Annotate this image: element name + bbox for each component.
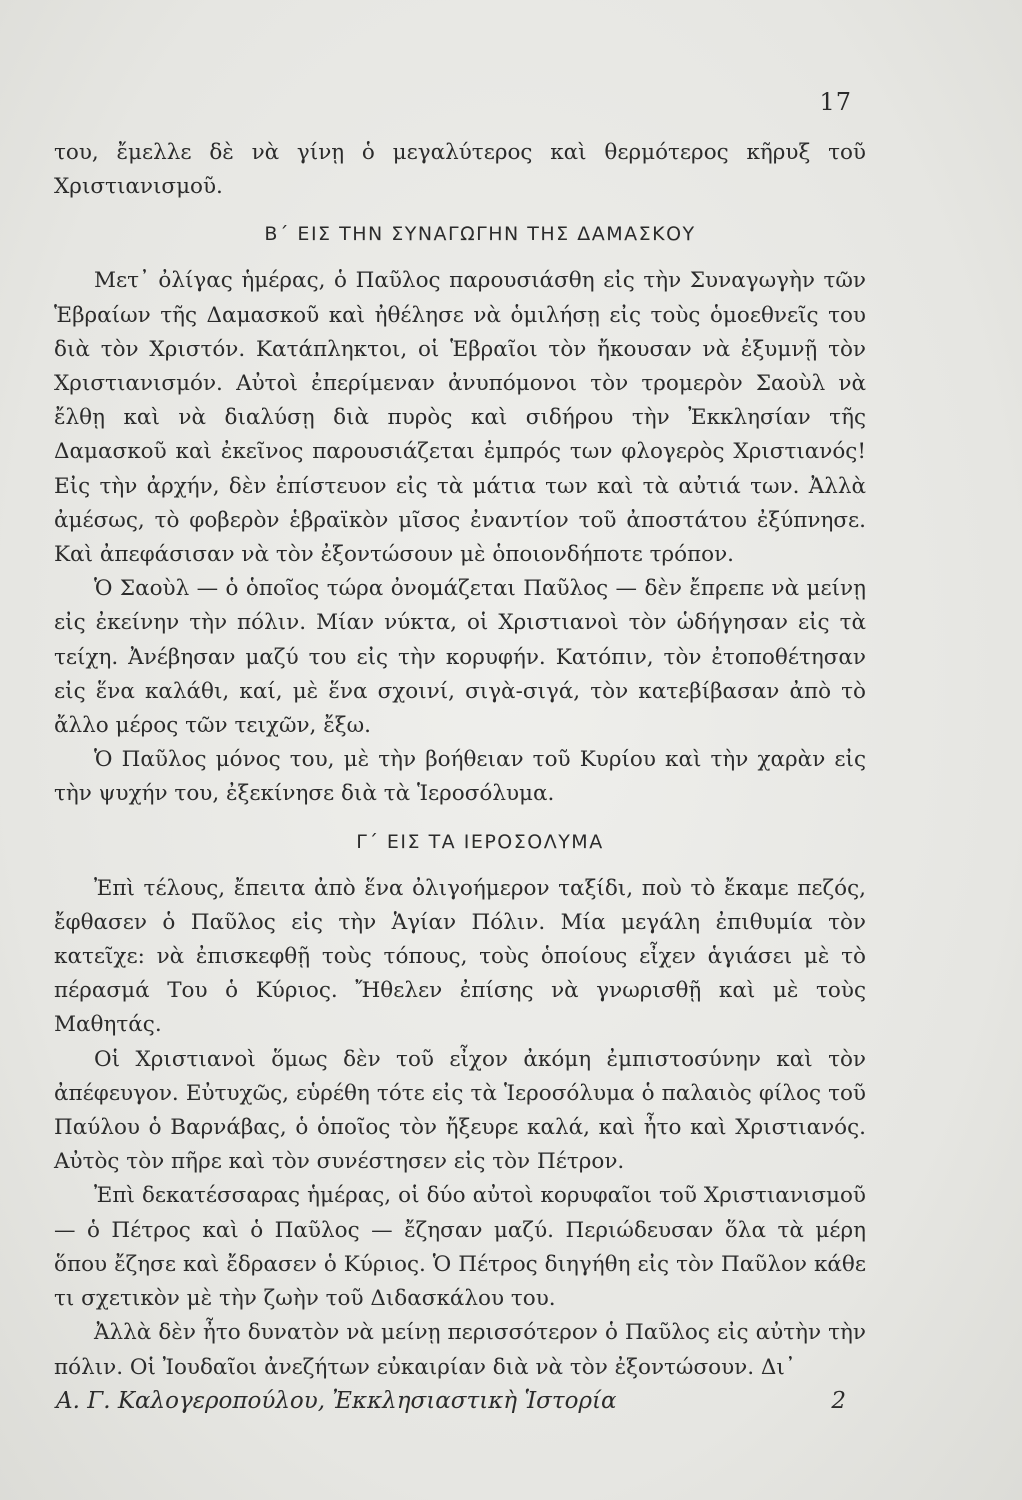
paragraph-2: Μετ᾽ ὀλίγας ἡμέρας, ὁ Παῦλος παρουσιάσθη εἰς τὴν Συναγωγὴν τῶν Ἑβραίων τῆς Δαμασκοῦ καὶ ἠθέλησε νὰ ὁμιλήσῃ εἰς τοὺς ὁμοεθνεῖς του διὰ τὸν Χριστόν. Κατάπληκτοι, οἱ Ἑβραῖοι τὸν ἤκουσαν νὰ ἐξυμνῇ τὸν Χριστιανισμόν. Αὐτοὶ ἐπερίμεναν ἀνυπόμονοι τὸν τρομερὸν Σαοὺλ νὰ ἔλθῃ καὶ νὰ διαλύσῃ διὰ πυρὸς καὶ σιδήρου τὴν Ἐκκλησίαν τῆς Δαμασκοῦ καὶ ἐκεῖνος παρουσιάζεται ἐμπρός των φλογερὸς Χριστιανός! Εἰς τὴν ἀρχήν, δὲν ἐπίστευον εἰς τὰ μάτια των καὶ τὰ αὐτιά των. Ἀλλὰ ἀμέσως, τὸ φοβερὸν ἑβραϊκὸν μῖσος ἐναντίον τοῦ ἀποστάτου ἐξύπνησε. Καὶ ἀπεφάσισαν νὰ τὸν ἐξοντώσουν μὲ ὁποιονδήποτε τρόπον.: [54, 268, 866, 568]
page-body: [54, 136, 866, 1385]
paragraph-8: Ἀλλὰ δὲν ἦτο δυνατὸν νὰ μείνῃ περισσότερον ὁ Παῦλος εἰς αὐτὴν τὴν πόλιν. Οἱ Ἰουδαῖοι ἀνεζήτων εὐκαιρίαν διὰ νὰ τὸν ἐξοντώσουν. Δι᾽: [54, 1320, 866, 1380]
paragraph-3: Ὁ Σαοὺλ — ὁ ὁποῖος τώρα ὀνομάζεται Παῦλος — δὲν ἔπρεπε νὰ μείνῃ εἰς ἐκείνην τὴν πόλιν. Μίαν νύκτα, οἱ Χριστιανοὶ τὸν ὡδήγησαν εἰς τὰ τείχη. Ἀνέβησαν μαζύ του εἰς τὴν κορυφήν. Κατόπιν, τὸν ἐτοποθέτησαν εἰς ἕνα καλάθι, καί, μὲ ἕνα σχοινί, σιγὰ-σιγά, τὸν κατεβίβασαν ἀπὸ τὸ ἄλλο μέρος τῶν τειχῶν, ἔξω.: [54, 576, 866, 739]
paragraph-4: Ὁ Παῦλος μόνος του, μὲ τὴν βοήθειαν τοῦ Κυρίου καὶ τὴν χαρὰν εἰς τὴν ψυχήν του, ἐξεκίνησε διὰ τὰ Ἱεροσόλυμα.: [54, 747, 866, 807]
paragraph-7: Ἐπὶ δεκατέσσαρας ἡμέρας, οἱ δύο αὐτοὶ κορυφαῖοι τοῦ Χριστιανισμοῦ — ὁ Πέτρος καὶ ὁ Παῦλος — ἔζησαν μαζύ. Περιώδευσαν ὅλα τὰ μέρη ὅπου ἔζησε καὶ ἔδρασεν ὁ Κύριος. Ὁ Πέτρος διηγήθη εἰς τὸν Παῦλον κάθε τι σχετικὸν μὲ τὴν ζωὴν τοῦ Διδασκάλου του.: [54, 1183, 866, 1312]
section-heading-c: Γ΄ ΕΙΣ ΤΑ ΙΕΡΟΣΟΛΥΜΑ: [356, 830, 604, 853]
page-footer: [56, 1388, 846, 1414]
paragraph-5: Ἐπὶ τέλους, ἔπειτα ἀπὸ ἕνα ὀλιγοήμερον ταξίδι, ποὺ τὸ ἔκαμε πεζός, ἔφθασεν ὁ Παῦλος εἰς τὴν Ἁγίαν Πόλιν. Μία μεγάλη ἐπιθυμία τὸν κατεῖχε: νὰ ἐπισκεφθῇ τοὺς τόπους, τοὺς ὁποίους εἶχεν ἁγιάσει μὲ τὸ πέρασμά Του ὁ Κύριος. Ἤθελεν ἐπίσης νὰ γνωρισθῇ καὶ μὲ τοὺς Μαθητάς.: [54, 875, 866, 1038]
section-heading-b: Β΄ ΕΙΣ ΤΗΝ ΣΥΝΑΓΩΓΗΝ ΤΗΣ ΔΑΜΑΣΚΟΥ: [264, 223, 696, 246]
page-number: 17: [819, 88, 852, 116]
paragraph-6: Οἱ Χριστιανοὶ ὅμως δὲν τοῦ εἶχον ἀκόμη ἐμπιστοσύνην καὶ τὸν ἀπέφευγον. Εὐτυχῶς, εὑρέθη τότε εἰς τὰ Ἱεροσόλυμα ὁ παλαιὸς φίλος τοῦ Παύλου ὁ Βαρνάβας, ὁ ὁποῖος τὸν ἤξευρε καλά, καὶ ἦτο καὶ Χριστιανός. Αὐτὸς τὸν πῆρε καὶ τὸν συνέστησεν εἰς τὸν Πέτρον.: [54, 1046, 866, 1175]
paragraph-1: του, ἔμελλε δὲ νὰ γίνῃ ὁ μεγαλύτερος καὶ θερμότερος κῆρυξ τοῦ Χριστιανισμοῦ.: [54, 140, 866, 200]
footer-signature-mark: 2: [831, 1388, 846, 1414]
footer-source: Α. Γ. Καλογεροπούλου, Ἐκκλησιαστικὴ Ἱστορία: [56, 1388, 617, 1414]
